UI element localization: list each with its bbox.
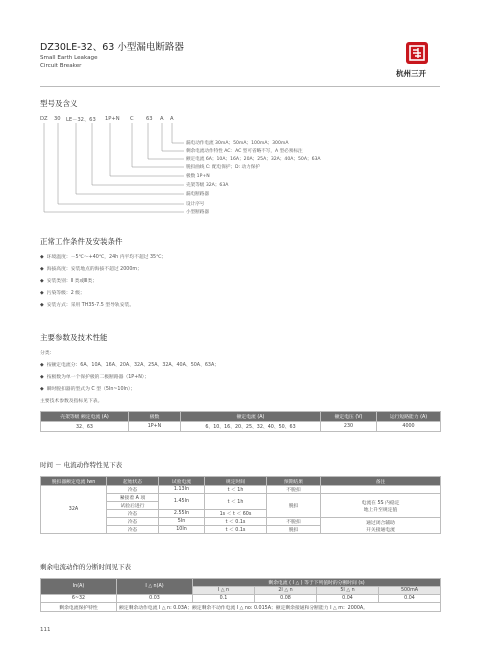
table-subheader: 2I △ n (255, 587, 317, 595)
page-title: DZ30LE-32、63 小型漏电断路器 (40, 42, 184, 53)
table-row (41, 422, 441, 432)
residual-heading: 剩余电流动作的分断时间见下表 (40, 563, 131, 571)
table-cell: t ＜ 1h (205, 486, 267, 494)
table-cell: 6、10、16、20、25、32、40、50、63 (181, 422, 321, 432)
table-cell: 脱扣 (267, 526, 321, 534)
table-cell: 1P+N (129, 422, 181, 432)
time-current-heading: 时间 － 电流动作特性见下表 (40, 461, 123, 469)
table-cell: 不脱扣 (267, 486, 321, 494)
table-cell: 冷态 (107, 510, 159, 518)
table-cell: 冷态 (107, 518, 159, 526)
table-header: 规定时间 (205, 477, 267, 486)
diamond-bullet-icon: ◆ (40, 387, 44, 392)
diamond-bullet-icon: ◆ (40, 303, 44, 308)
table-header: 备注 (321, 477, 441, 486)
table-header: 极数 (129, 412, 181, 422)
subtitle-line: Small Earth Leakage (40, 55, 98, 61)
code-part: 30 (54, 116, 61, 122)
table-cell (321, 486, 441, 494)
table-cell: 5In (159, 518, 205, 526)
conditions-heading: 正常工作条件及安装条件 (40, 237, 123, 246)
table-header: 额定电流 (A) (181, 412, 321, 422)
param-item: ◆ 瞬时脱扣器的型式为 C 型（5In~10In）； (40, 387, 136, 392)
table-header: In(A) (41, 579, 117, 595)
table-cell: t ＜ 0.1s (205, 526, 267, 534)
table-cell: 紧接着 A 项 (107, 494, 159, 502)
model-desc: 设计序号 (186, 202, 205, 207)
table-subheader: I △ n (193, 587, 255, 595)
table-cell: 6~32 (41, 595, 117, 603)
table-header: 运行短路能力 (A) (377, 412, 441, 422)
diamond-bullet-icon: ◆ (40, 267, 44, 272)
model-desc: 壳架等级 32A；63A (186, 183, 229, 188)
table-cell: 0.04 (317, 595, 379, 603)
params-table (40, 411, 441, 432)
code-part: LE－32、63 (66, 117, 96, 123)
table-cell: 不脱扣 (267, 518, 321, 526)
rating-cell: 32A (41, 486, 107, 534)
condition-item: ◆ 环境温度：－5℃～+40℃，24h 内平均不超过 35℃； (40, 255, 167, 260)
table-header: 试验电流 (159, 477, 205, 486)
table-cell: 0.08 (255, 595, 317, 603)
model-leader-lines (0, 0, 480, 230)
model-desc: 漏电动作电流 30mA；50mA；100mA；300mA (186, 141, 289, 146)
table-row (41, 486, 441, 494)
code-part: DZ (40, 116, 48, 122)
table-cell: 冷态 (107, 486, 159, 494)
condition-item: ◆ 安装方式：采用 TH35-7.5 型导轨安装。 (40, 303, 135, 308)
table-row (41, 595, 441, 603)
table-cell: 32、63 (41, 422, 129, 432)
diamond-bullet-icon: ◆ (40, 375, 44, 380)
diamond-bullet-icon: ◆ (40, 255, 44, 260)
param-item: ◆ 按额定电流分：6A、10A、16A、20A、32A、25A、32A、40A、50A、63A； (40, 363, 220, 368)
table-header-row (41, 579, 441, 587)
page-number: 111 (40, 627, 51, 633)
table-header: I △ n(A) (117, 579, 193, 595)
table-header: 起始状态 (107, 477, 159, 486)
model-desc: 脱扣曲线 C: 配电保护；D: 动力保护 (186, 165, 260, 170)
table-cell: 冷态 (107, 526, 159, 534)
table-row (41, 603, 441, 612)
table-cell: 1.13In (159, 486, 205, 494)
table-header-row (41, 412, 441, 422)
table-subheader: 5I △ n (317, 587, 379, 595)
table-header-row (41, 477, 441, 486)
table-cell: 试验后进行 (107, 502, 159, 510)
table-cell: 额定剩余动作电流 I △ n: 0.03A；额定剩余不动作电流 I △ no: 0.015A；额定剩余接通和分断能力 I △ m：2000A。 (117, 603, 441, 612)
params-heading: 主要参数及技术性能 (40, 333, 108, 342)
time-current-table (40, 476, 441, 534)
table-subheader: 500mA (379, 587, 441, 595)
condition-item: ◆ 污染等级：2 级； (40, 291, 85, 296)
table-cell: 1s ＜ t ＜ 60s (205, 510, 267, 518)
table-cell: 1.45In (159, 494, 205, 510)
code-part: 1P+N (105, 116, 120, 122)
param-item: ◆ 按极数为单一个保护极的二极断路器（1P+N）； (40, 375, 149, 380)
code-part: A (160, 116, 164, 122)
code-part: A (170, 116, 174, 122)
table-cell: 0.03 (117, 595, 193, 603)
table-header: 脱扣器额定电流 Iwn (41, 477, 107, 486)
condition-item: ◆ 安装类别：Ⅱ 类或Ⅲ类； (40, 279, 98, 284)
table-header: 预期结果 (267, 477, 321, 486)
diamond-bullet-icon: ◆ (40, 363, 44, 368)
params-note: 主要技术参数及指标见下表。 (40, 399, 103, 404)
condition-item: ◆ 海拔高度：安装地点的海拔不超过 2000m； (40, 267, 142, 272)
table-header: 额定电压 (V) (321, 412, 377, 422)
subtitle-line: Circuit Breaker (40, 62, 82, 69)
model-desc: 极数 1P+N (186, 174, 210, 179)
code-part: C (130, 116, 134, 122)
model-desc: 额定电流 6A；10A；16A；20A；25A；32A；40A；50A；63A (186, 157, 321, 162)
params-intro: 分类： (40, 351, 55, 356)
brand-name: 杭州三开 (396, 69, 426, 78)
table-cell: 剩余电流保护特性 (41, 603, 117, 612)
table-header: 剩余电流 ( I △ ) 等于下列值时的分断时间 (s) (193, 579, 441, 587)
table-cell: 0.1 (193, 595, 255, 603)
remark-cell: 电流在 5S 内稳定 地上升至规定值 (321, 494, 441, 518)
table-cell: 脱扣 (267, 494, 321, 518)
table-cell: 4000 (377, 422, 441, 432)
diamond-bullet-icon: ◆ (40, 279, 44, 284)
table-cell: 10In (159, 526, 205, 534)
table-cell: t ＜ 1h (205, 494, 267, 510)
model-desc: 小型断路器 (186, 210, 209, 215)
model-desc: 剩余电流动作特性 AC：AC 型可省略不写，A 型必须标注 (186, 149, 303, 154)
remark-cell: 通过闭合辅助 开关接通电流 (321, 518, 441, 534)
table-cell: 0.04 (379, 595, 441, 603)
model-desc: 漏电断路器 (186, 192, 209, 197)
diamond-bullet-icon: ◆ (40, 291, 44, 296)
table-cell: t ＜ 0.1s (205, 518, 267, 526)
table-cell: 230 (321, 422, 377, 432)
code-part: 63 (146, 116, 153, 122)
table-header: 壳架等级 额定电流 (A) (41, 412, 129, 422)
residual-table (40, 578, 441, 612)
table-cell: 2.55In (159, 510, 205, 518)
model-heading: 型号及含义 (40, 99, 78, 108)
